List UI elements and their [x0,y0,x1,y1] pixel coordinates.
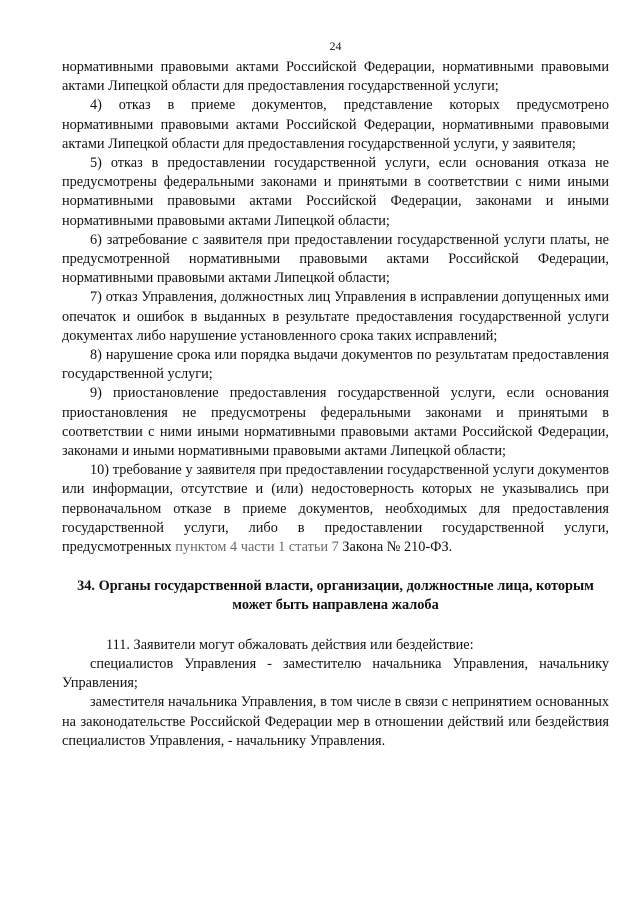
paragraph-item-6: 6) затребование с заявителя при предоставлении государственной услуги платы, не предусмотренной нормативными правовыми актами Российской Федерации, нормативными правовыми актами Липецкой области; [62,231,609,287]
paragraph-specialists: специалистов Управления - заместителю начальника Управления, начальнику Управления; [62,655,609,692]
document-page [62,0,609,751]
paragraph-deputy: заместителя начальника Управления, в том числе в связи с непринятием основанных на законодательстве Российской Федерации мер в отношении действий или бездействия специалистов Управления, - начальнику Управления. [62,694,609,749]
page-number: 24 [329,39,342,53]
paragraph-111: 111. Заявители могут обжаловать действия или бездействие: [106,636,474,653]
paragraph-item-8: 8) нарушение срока или порядка выдачи документов по результатам предоставления государственной услуги; [62,347,609,383]
paragraph-item-5: 5) отказ в предоставлении государственной услуги, если основания отказа не предусмотрены федеральными законами и принятыми в соответствии с ними иными нормативными правовыми актами Российской Федерации, законами и иными нормативными правовыми актами Липецкой области; [62,155,609,229]
paragraph-item-9: 9) приостановление предоставления государственной услуги, если основания приостановления не предусмотрены федеральными законами и принятыми в соответствии с ними иными нормативными правовыми актами Российской Федерации, законами и иными нормативными правовыми актами Липецкой области; [62,385,609,460]
paragraph-item-4: 4) отказ в приеме документов, представление которых предусмотрено нормативными правовыми актами Российской Федерации, нормативными правовыми актами Липецкой области для предоставления государственной услуги, у заявителя; [62,97,609,152]
paragraph-item-7: 7) отказ Управления, должностных лиц Управления в исправлении допущенных ими опечаток и ошибок в выданных в результате предоставления государственной услуги документах либо нарушение установленного срока таких исправлений; [62,289,609,344]
paragraph-item-10-text-before: 10) требование у заявителя при предоставлении государственной услуги документов или информации, отсутствие и (или) недостоверность которых не указывались при первоначальном отказе в приеме документов, необходимых для предоставления государственной услуги, либо в предоставлении государственной услуги, предусмотренных [62,462,609,556]
paragraph-item-10-text-after: Закона № 210-ФЗ. [338,539,453,556]
law-reference-link[interactable]: пунктом 4 части 1 статьи 7 [175,539,339,556]
paragraph-continuation: нормативными правовыми актами Российской Федерации, нормативными правовыми актами Липецкой области для предоставления государственной услуги; [62,59,609,95]
paragraph-item-10 [62,461,609,557]
document-body [62,58,609,751]
section-title: 34. Органы государственной власти, организации, должностные лица, которым может быть направлена жалоба [77,578,594,614]
